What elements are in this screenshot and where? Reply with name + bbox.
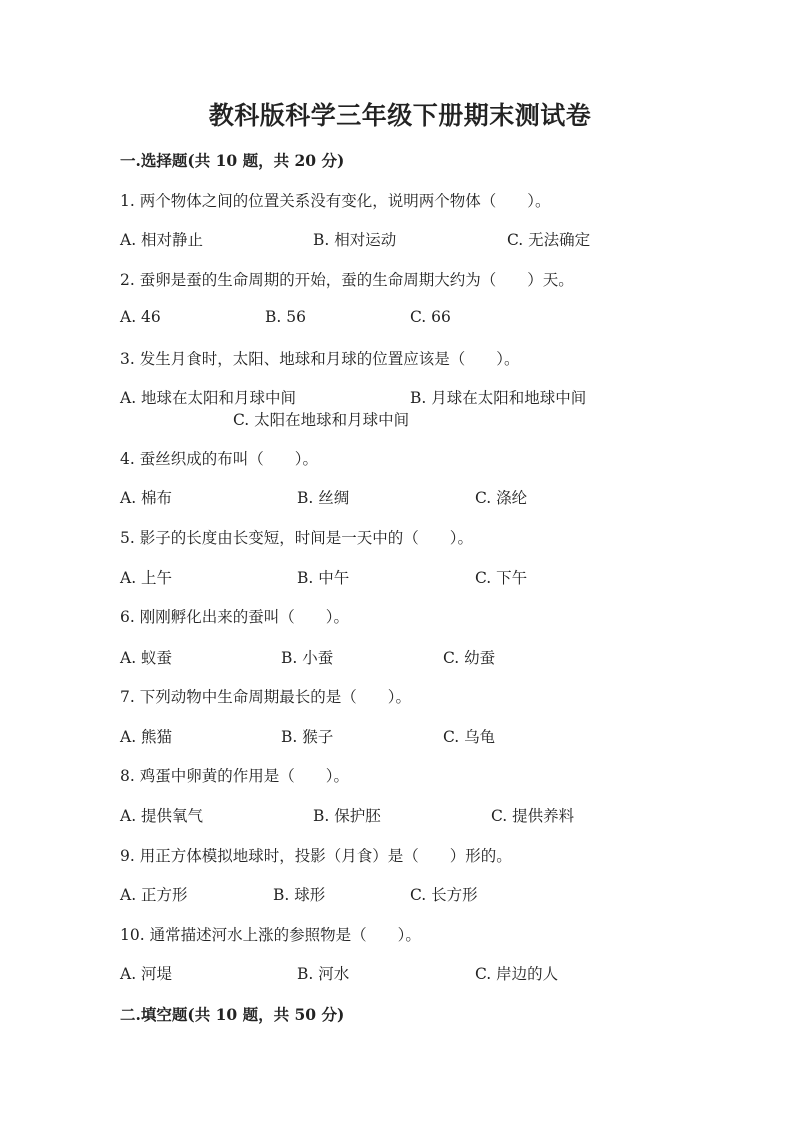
section-heading-choice: 一.选择题(共 10 题，共 20 分) xyxy=(120,151,345,170)
option-3a: A. 地球在太阳和月球中间 xyxy=(120,389,297,407)
page-title: 教科版科学三年级下册期末测试卷 xyxy=(208,101,592,130)
option-1c: C. 无法确定 xyxy=(507,231,591,249)
option-7b: B. 猴子 xyxy=(281,728,334,746)
option-9b: B. 球形 xyxy=(273,886,326,904)
question-8: 8. 鸡蛋中卵黄的作用是（ ）。 xyxy=(120,767,349,785)
option-10c: C. 岸边的人 xyxy=(475,965,559,983)
option-6c: C. 幼蚕 xyxy=(443,649,496,667)
option-8c: C. 提供养料 xyxy=(491,807,575,825)
question-4: 4. 蚕丝织成的布叫（ ）。 xyxy=(120,450,318,468)
option-9a: A. 正方形 xyxy=(120,886,188,904)
option-8a: A. 提供氧气 xyxy=(120,807,204,825)
option-3c: C. 太阳在地球和月球中间 xyxy=(233,411,410,429)
option-5c: C. 下午 xyxy=(475,569,528,587)
option-2c: C. 66 xyxy=(410,308,451,326)
option-4c: C. 涤纶 xyxy=(475,489,528,507)
question-1: 1. 两个物体之间的位置关系没有变化，说明两个物体（ ）。 xyxy=(120,192,551,210)
question-10: 10. 通常描述河水上涨的参照物是（ ）。 xyxy=(120,926,421,944)
section-heading-fill-blank: 二.填空题(共 10 题，共 50 分) xyxy=(120,1005,345,1024)
question-6: 6. 刚刚孵化出来的蚕叫（ ）。 xyxy=(120,608,349,626)
option-6a: A. 蚁蚕 xyxy=(120,649,173,667)
option-5b: B. 中午 xyxy=(297,569,350,587)
option-6b: B. 小蚕 xyxy=(281,649,334,667)
option-10b: B. 河水 xyxy=(297,965,350,983)
option-4a: A. 棉布 xyxy=(120,489,173,507)
question-9: 9. 用正方体模拟地球时，投影（月食）是（ ）形的。 xyxy=(120,847,512,865)
question-2: 2. 蚕卵是蚕的生命周期的开始，蚕的生命周期大约为（ ）天。 xyxy=(120,271,574,289)
option-7c: C. 乌龟 xyxy=(443,728,496,746)
option-2a: A. 46 xyxy=(120,308,161,326)
option-5a: A. 上午 xyxy=(120,569,173,587)
question-7: 7. 下列动物中生命周期最长的是（ ）。 xyxy=(120,688,411,706)
option-9c: C. 长方形 xyxy=(410,886,478,904)
option-4b: B. 丝绸 xyxy=(297,489,350,507)
option-7a: A. 熊猫 xyxy=(120,728,173,746)
question-5: 5. 影子的长度由长变短，时间是一天中的（ ）。 xyxy=(120,529,473,547)
option-8b: B. 保护胚 xyxy=(313,807,381,825)
question-3: 3. 发生月食时，太阳、地球和月球的位置应该是（ ）。 xyxy=(120,350,520,368)
option-3b: B. 月球在太阳和地球中间 xyxy=(410,389,587,407)
option-10a: A. 河堤 xyxy=(120,965,173,983)
option-1a: A. 相对静止 xyxy=(120,231,204,249)
option-2b: B. 56 xyxy=(265,308,306,326)
option-1b: B. 相对运动 xyxy=(313,231,397,249)
